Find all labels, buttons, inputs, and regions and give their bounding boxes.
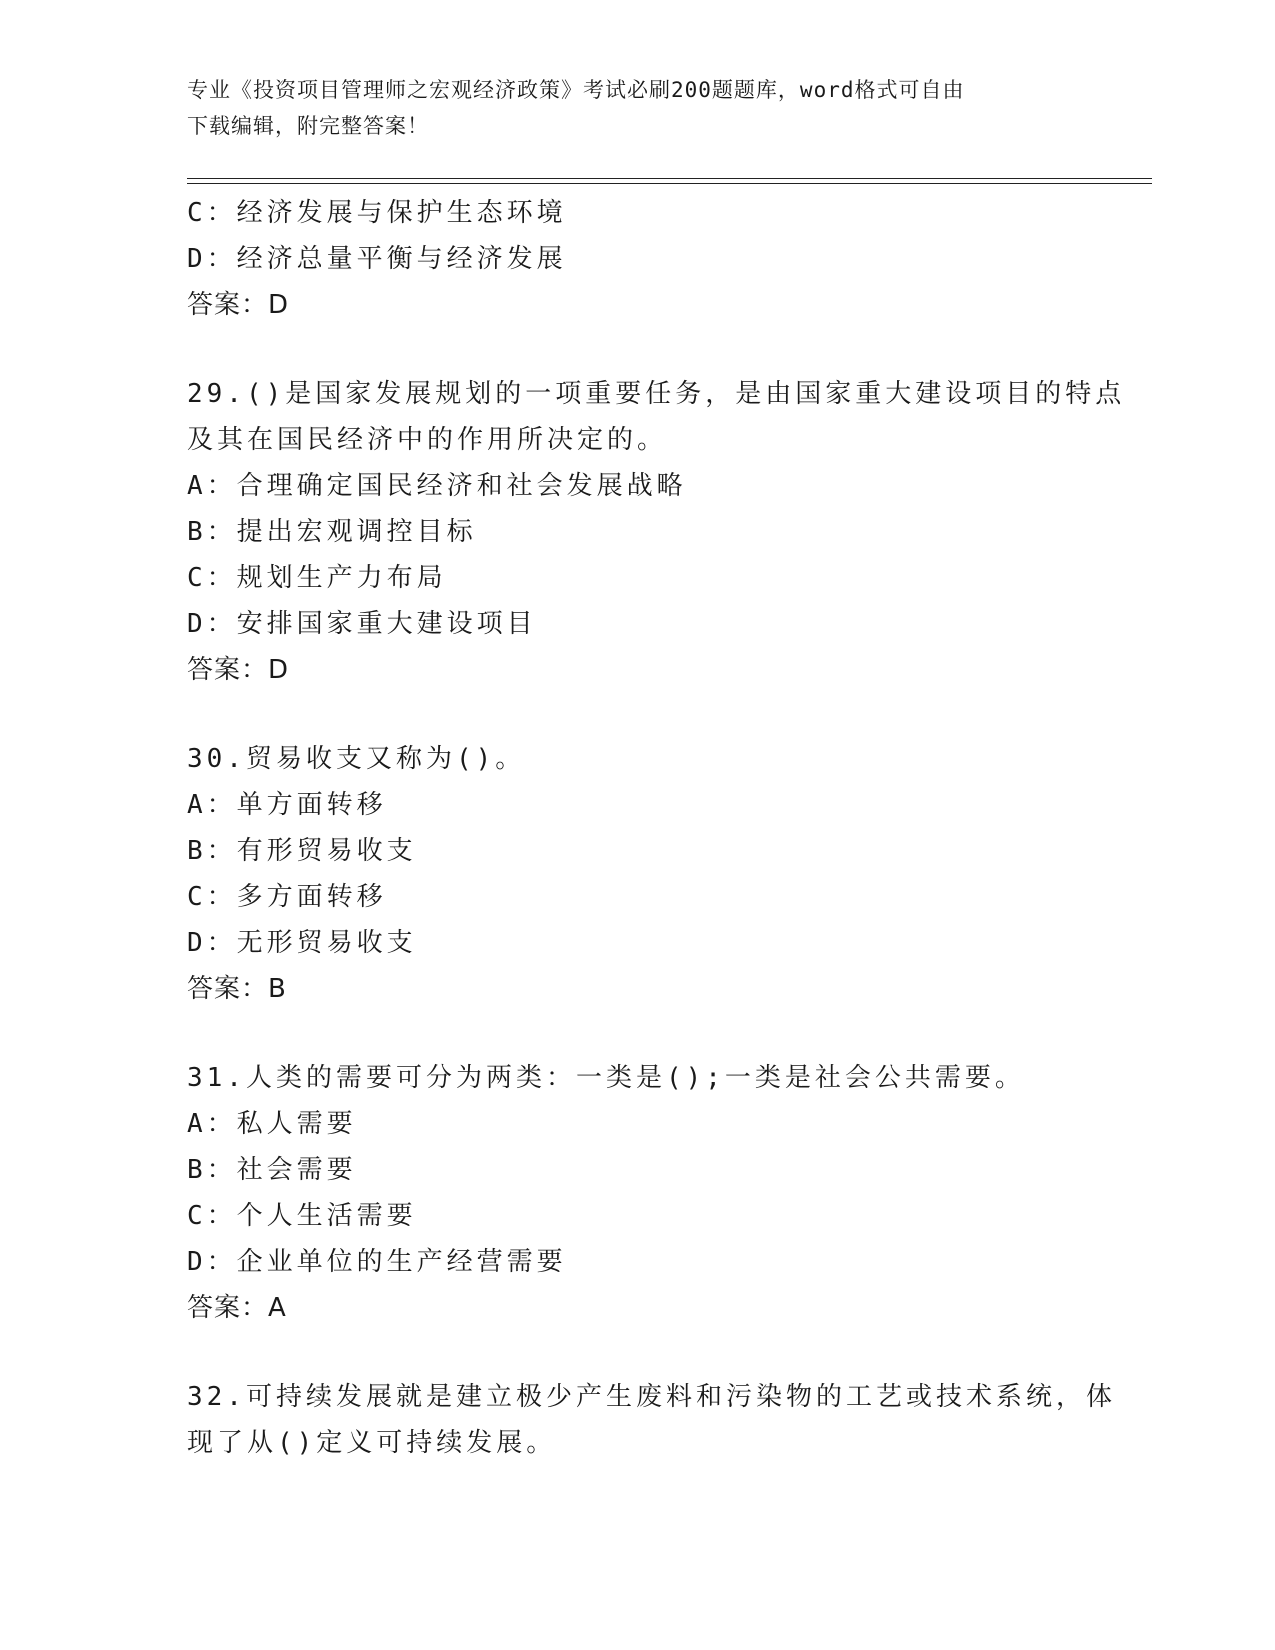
question-stem: 30.贸易收支又称为()。 (187, 744, 526, 774)
answer: 答案：D (187, 655, 290, 685)
question-stem: 及其在国民经济中的作用所决定的。 (187, 425, 668, 455)
option-c: C：个人生活需要 (187, 1201, 417, 1231)
header-line-2: 下载编辑，附完整答案！ (187, 114, 429, 138)
option-c: C：规划生产力布局 (187, 563, 447, 593)
option-b: B：提出宏观调控目标 (187, 517, 477, 547)
option-d: D：经济总量平衡与经济发展 (187, 244, 567, 274)
answer: 答案：D (187, 290, 290, 320)
header-divider-top (187, 178, 1152, 179)
question-stem: 现了从()定义可持续发展。 (187, 1428, 557, 1458)
question-29 (187, 371, 1126, 693)
option-d: D：企业单位的生产经营需要 (187, 1247, 567, 1277)
option-b: B：社会需要 (187, 1155, 357, 1185)
question-28-tail (187, 190, 1087, 328)
question-stem: 31.人类的需要可分为两类：一类是();一类是社会公共需要。 (187, 1063, 1025, 1093)
question-stem: 32.可持续发展就是建立极少产生废料和污染物的工艺或技术系统，体 (187, 1382, 1116, 1412)
answer: 答案：A (187, 1293, 287, 1323)
option-a: A：私人需要 (187, 1109, 357, 1139)
option-b: B：有形贸易收支 (187, 836, 417, 866)
option-d: D：无形贸易收支 (187, 928, 417, 958)
answer: 答案：B (187, 974, 287, 1004)
question-30 (187, 736, 1087, 1012)
header-divider-bottom (187, 183, 1152, 184)
document-header (187, 72, 1067, 144)
question-32 (187, 1374, 1116, 1466)
question-stem: 29.()是国家发展规划的一项重要任务，是由国家重大建设项目的特点 (187, 379, 1126, 409)
option-a: A：合理确定国民经济和社会发展战略 (187, 471, 687, 501)
header-line-1: 专业《投资项目管理师之宏观经济政策》考试必刷200题题库，word格式可自由 (187, 78, 965, 102)
option-c: C：多方面转移 (187, 882, 387, 912)
option-d: D：安排国家重大建设项目 (187, 609, 537, 639)
option-a: A：单方面转移 (187, 790, 387, 820)
option-c: C：经济发展与保护生态环境 (187, 198, 567, 228)
question-31 (187, 1055, 1087, 1331)
question-list (187, 190, 1126, 1466)
